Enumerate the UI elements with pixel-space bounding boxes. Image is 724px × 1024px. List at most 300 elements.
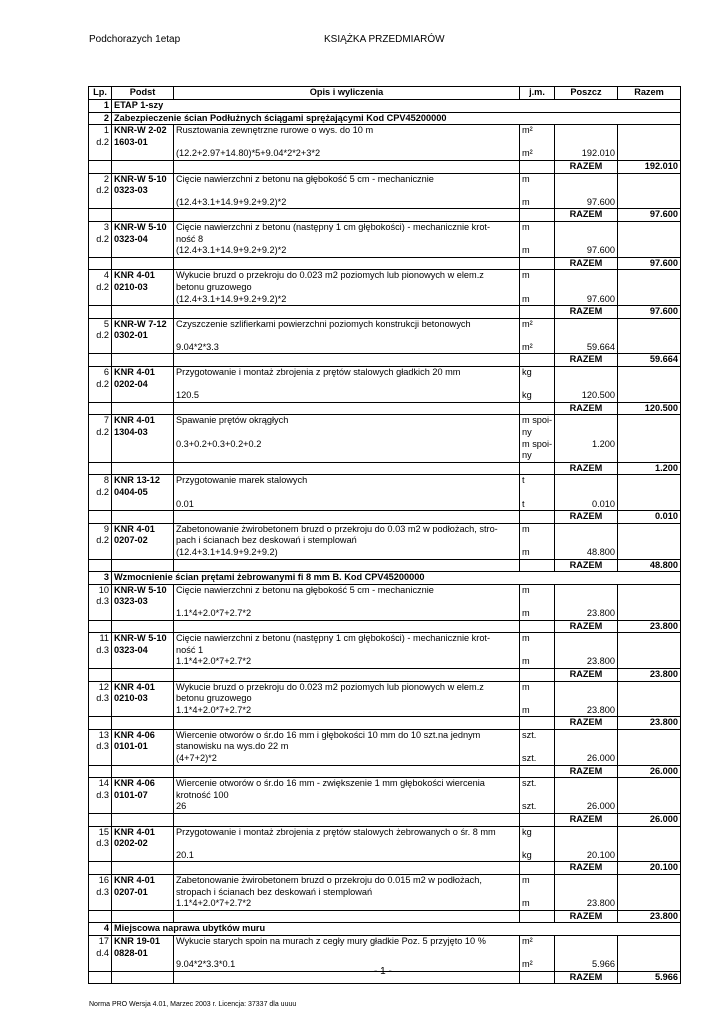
subtotal-value: 23.800 (618, 910, 681, 923)
item-calc-unit: m (522, 196, 530, 207)
empty-cell (89, 402, 112, 415)
item-partial-value: 26.000 (586, 753, 615, 764)
item-basis-cell (112, 523, 174, 559)
item-description-line: stanowisku na wys.do 22 m (176, 741, 289, 752)
empty-cell (112, 257, 174, 270)
item-total-cell (618, 633, 681, 669)
empty-cell (520, 668, 555, 681)
spacer (557, 585, 615, 597)
item-unit-cell (520, 875, 555, 911)
empty-cell (89, 257, 112, 270)
empty-cell (174, 354, 520, 367)
item-partial-cell (555, 475, 618, 511)
item-calc-unit: m (522, 898, 530, 909)
empty-cell (89, 862, 112, 875)
item-number: 6 (103, 367, 109, 378)
subtotal-label: RAZEM (555, 402, 618, 415)
item-number: 14 (98, 778, 109, 789)
col-header-lp: Lp. (89, 87, 112, 100)
item-partial-cell (555, 778, 618, 814)
subtotal-label: RAZEM (555, 620, 618, 633)
subtotal-row (89, 559, 681, 572)
empty-cell (174, 862, 520, 875)
item-total-cell (618, 778, 681, 814)
item-unit-cell (520, 729, 555, 765)
item-unit: m (522, 584, 530, 595)
spacer (557, 330, 615, 342)
table-row (89, 318, 681, 354)
item-calc-unit: kg (522, 390, 532, 401)
subtotal-value: 192.010 (618, 160, 681, 173)
spacer (176, 487, 517, 499)
item-unit: t (522, 475, 525, 486)
item-calculation: 9.04*2*3.3 (176, 341, 219, 352)
item-description-line: Spawanie prętów okrągłych (176, 415, 289, 426)
spacer (522, 790, 552, 802)
table-row (89, 221, 681, 257)
empty-cell (520, 862, 555, 875)
item-unit: szt. (522, 778, 537, 789)
item-unit: m (522, 270, 530, 281)
subtotal-label: RAZEM (555, 354, 618, 367)
item-number-cell (89, 778, 112, 814)
item-calculation: 0.01 (176, 498, 194, 509)
spacer (522, 185, 552, 197)
spacer (557, 730, 615, 742)
item-catalog-position: 0207-01 (114, 886, 148, 897)
empty-cell (520, 765, 555, 778)
item-total-cell (618, 681, 681, 717)
spacer (522, 487, 552, 499)
item-description-line: Cięcie nawierzchni z betonu na głębokość 5 cm - mechanicznie (176, 584, 434, 595)
subtotal-label: RAZEM (555, 160, 618, 173)
spacer (557, 827, 615, 839)
subtotal-value: 23.800 (618, 717, 681, 730)
subtotal-row (89, 306, 681, 319)
item-basis-cell (112, 935, 174, 971)
item-number-cell (89, 367, 112, 403)
section-row (89, 572, 681, 585)
item-description-line: Zabetonowanie żwirobetonem bruzd o przekroju do 0.03 m2 w podłożach, stro- (176, 523, 498, 534)
table-row (89, 367, 681, 403)
spacer (176, 838, 517, 850)
item-unit: m² (522, 935, 533, 946)
item-number-cell (89, 935, 112, 971)
spacer (557, 875, 615, 887)
empty-cell (174, 668, 520, 681)
item-description-cell (174, 318, 520, 354)
item-partial-value: 59.664 (586, 341, 615, 352)
item-division: d.2 (96, 535, 109, 546)
item-catalog-position: 0302-01 (114, 330, 148, 341)
empty-cell (520, 209, 555, 222)
item-basis-cell (112, 173, 174, 209)
item-description-line: Czyszczenie szlifierkami powierzchni poziomych konstrukcji betonowych (176, 318, 471, 329)
item-calculation: (12.4+3.1+14.9+9.2+9.2)*2 (176, 245, 287, 256)
subtotal-value: 120.500 (618, 402, 681, 415)
spacer (557, 125, 615, 137)
item-unit-cell (520, 681, 555, 717)
item-description-cell (174, 125, 520, 161)
table-header-row (89, 87, 681, 100)
item-catalog-position: 0323-03 (114, 596, 148, 607)
section-title: ETAP 1-szy (112, 100, 681, 113)
item-description-cell (174, 173, 520, 209)
item-unit-cell (520, 221, 555, 257)
item-calc-unit-cont: ny (522, 450, 532, 461)
item-partial-cell (555, 826, 618, 862)
table-row (89, 826, 681, 862)
item-unit-cell (520, 367, 555, 403)
empty-cell (520, 354, 555, 367)
col-header-poszcz: Poszcz (555, 87, 618, 100)
spacer (557, 948, 615, 960)
item-number-cell (89, 318, 112, 354)
item-calc-unit: m (522, 656, 530, 667)
spacer (176, 137, 517, 149)
item-calculation: 1.1*4+2.0*7+2.7*2 (176, 898, 252, 909)
subtotal-row (89, 668, 681, 681)
item-number: 4 (103, 270, 109, 281)
spacer (522, 645, 552, 657)
subtotal-value: 23.800 (618, 620, 681, 633)
item-basis-cell (112, 681, 174, 717)
spacer (176, 185, 517, 197)
item-basis-cell (112, 875, 174, 911)
subtotal-label: RAZEM (555, 765, 618, 778)
spacer (176, 948, 517, 960)
item-unit: m² (522, 125, 533, 136)
item-number: 13 (98, 729, 109, 740)
item-unit-cont: ny (522, 427, 532, 438)
subtotal-value: 5.966 (618, 971, 681, 984)
empty-cell (112, 462, 174, 475)
empty-cell (89, 306, 112, 319)
item-description-line: Przygotowanie i montaż zbrojenia z prętów stalowych gładkich 20 mm (176, 367, 461, 378)
item-calc-unit: kg (522, 849, 532, 860)
empty-cell (520, 511, 555, 524)
item-division: d.3 (96, 789, 109, 800)
item-partial-cell (555, 125, 618, 161)
item-partial-cell (555, 935, 618, 971)
subtotal-label: RAZEM (555, 209, 618, 222)
empty-cell (520, 814, 555, 827)
item-description-line: stropach i ścianach bez deskowań i stemplowań (176, 886, 373, 897)
item-partial-value: 23.800 (586, 704, 615, 715)
item-calculation: (12.4+3.1+14.9+9.2+9.2)*2 (176, 293, 287, 304)
item-calc-unit: m (522, 293, 530, 304)
item-catalog-code: KNR 4-01 (114, 367, 155, 378)
spacer (557, 778, 615, 790)
item-unit-cell (520, 826, 555, 862)
item-division: d.2 (96, 487, 109, 497)
item-number: 12 (98, 681, 109, 692)
subtotal-row (89, 814, 681, 827)
item-description-line: betonu gruzowego (176, 693, 252, 704)
empty-cell (520, 462, 555, 475)
section-number: 3 (89, 572, 112, 585)
subtotal-row (89, 209, 681, 222)
item-catalog-position: 0101-07 (114, 789, 148, 800)
item-description-line: Wiercenie otworów o śr.do 16 mm - zwiększenie 1 mm głębokości wiercenia (176, 778, 485, 789)
spacer (557, 319, 615, 331)
item-calculation: 0.3+0.2+0.3+0.2+0.2 (176, 438, 262, 449)
item-number-cell (89, 826, 112, 862)
empty-cell (112, 160, 174, 173)
item-partial-value: 120.500 (581, 390, 615, 401)
spacer (557, 137, 615, 149)
item-unit-cell (520, 523, 555, 559)
empty-cell (174, 160, 520, 173)
empty-cell (89, 717, 112, 730)
item-number-cell (89, 475, 112, 511)
spacer (522, 234, 552, 246)
section-title: Wzmocnienie ścian prętami żebrowanymi fi 8 mm B. Kod CPV45200000 (112, 572, 681, 585)
item-division: d.3 (96, 644, 109, 655)
empty-cell (520, 910, 555, 923)
item-number: 7 (103, 415, 109, 426)
item-total-cell (618, 367, 681, 403)
empty-cell (89, 209, 112, 222)
empty-cell (89, 620, 112, 633)
subtotal-label: RAZEM (555, 462, 618, 475)
item-catalog-position: 0202-02 (114, 838, 148, 849)
item-calc-unit: m² (522, 148, 533, 159)
subtotal-label: RAZEM (555, 257, 618, 270)
section-number: 1 (89, 100, 112, 113)
item-catalog-code: KNR 4-01 (114, 415, 155, 426)
spacer (557, 645, 615, 657)
subtotal-row (89, 765, 681, 778)
col-header-jm: j.m. (520, 87, 555, 100)
empty-cell (89, 354, 112, 367)
item-total-cell (618, 729, 681, 765)
spacer (557, 535, 615, 547)
item-catalog-code: KNR 4-06 (114, 729, 155, 740)
subtotal-row (89, 717, 681, 730)
item-number: 3 (103, 221, 109, 232)
spacer (557, 234, 615, 246)
item-catalog-code: KNR 4-06 (114, 778, 155, 789)
item-number: 8 (103, 475, 109, 486)
item-description-cell (174, 875, 520, 911)
empty-cell (112, 668, 174, 681)
item-division: d.3 (96, 886, 109, 897)
item-division: d.4 (96, 947, 109, 958)
item-description-line: Przygotowanie i montaż zbrojenia z prętów stalowych żebrowanych o śr. 8 mm (176, 826, 496, 837)
subtotal-label: RAZEM (555, 306, 618, 319)
empty-cell (89, 971, 112, 984)
item-partial-value: 20.100 (586, 849, 615, 860)
item-unit-cell (520, 584, 555, 620)
item-partial-cell (555, 584, 618, 620)
item-division: d.3 (96, 596, 109, 607)
subtotal-row (89, 354, 681, 367)
item-calc-unit: m (522, 607, 530, 618)
item-number: 16 (98, 875, 109, 885)
empty-cell (174, 910, 520, 923)
empty-cell (112, 765, 174, 778)
subtotal-row (89, 160, 681, 173)
item-calc-unit: szt. (522, 753, 537, 764)
item-description-cell (174, 681, 520, 717)
item-number: 11 (99, 633, 109, 644)
item-catalog-position: 1304-03 (114, 427, 148, 438)
item-partial-cell (555, 729, 618, 765)
item-calculation: 26 (176, 801, 187, 812)
item-total-cell (618, 475, 681, 511)
empty-cell (174, 814, 520, 827)
spacer (557, 790, 615, 802)
item-unit: m² (522, 318, 533, 329)
subtotal-value: 59.664 (618, 354, 681, 367)
item-partial-cell (555, 415, 618, 462)
item-calc-unit: t (522, 498, 525, 509)
empty-cell (174, 402, 520, 415)
item-partial-value: 1.200 (592, 438, 615, 449)
section-title: Miejscowa naprawa ubytków muru (112, 923, 681, 936)
item-unit: szt. (522, 729, 537, 740)
item-number: 5 (103, 318, 109, 329)
item-basis-cell (112, 729, 174, 765)
item-total-cell (618, 270, 681, 306)
subtotal-value: 48.800 (618, 559, 681, 572)
empty-cell (112, 511, 174, 524)
spacer (557, 936, 615, 948)
item-calculation: (12.4+3.1+14.9+9.2+9.2)*2 (176, 196, 287, 207)
subtotal-row (89, 257, 681, 270)
item-description-line: Wykucie starych spoin na murach z cegły mury gładkie Poz. 5 przyjęto 10 % (176, 935, 486, 946)
item-total-cell (618, 935, 681, 971)
item-partial-value: 97.600 (586, 245, 615, 256)
item-catalog-position: 0202-04 (114, 378, 148, 389)
table-row (89, 875, 681, 911)
item-unit-cell (520, 270, 555, 306)
item-unit-cell (520, 633, 555, 669)
spacer (176, 596, 517, 608)
empty-cell (174, 209, 520, 222)
item-calc-unit: m (522, 704, 530, 715)
empty-cell (520, 971, 555, 984)
item-description-line: betonu gruzowego (176, 281, 252, 292)
item-division: d.2 (96, 378, 109, 389)
spacer (557, 427, 615, 439)
item-basis-cell (112, 270, 174, 306)
item-number-cell (89, 270, 112, 306)
item-calc-unit: m spoi- (522, 438, 553, 449)
software-license-note: Norma PRO Wersja 4.01, Marzec 2003 r. Licencja: 37337 dla uuuu (89, 1001, 297, 1008)
spacer (557, 174, 615, 186)
item-unit-cell (520, 125, 555, 161)
table-row (89, 475, 681, 511)
item-calculation: 20.1 (176, 849, 194, 860)
item-partial-cell (555, 173, 618, 209)
subtotal-value: 97.600 (618, 209, 681, 222)
subtotal-value: 97.600 (618, 306, 681, 319)
item-description-cell (174, 935, 520, 971)
item-catalog-code: KNR 4-01 (114, 523, 155, 534)
item-partial-value: 26.000 (586, 801, 615, 812)
table-row (89, 173, 681, 209)
empty-cell (174, 511, 520, 524)
empty-cell (174, 620, 520, 633)
empty-cell (89, 765, 112, 778)
item-unit: m (522, 523, 530, 534)
item-unit: m (522, 173, 530, 184)
item-description-line: Zabetonowanie żwirobetonem bruzd o przekroju do 0.015 m2 w podłożach, (176, 875, 482, 885)
spacer (557, 379, 615, 391)
item-catalog-code: KNR 4-01 (114, 826, 155, 837)
item-division: d.2 (96, 330, 109, 341)
empty-cell (174, 306, 520, 319)
item-description-cell (174, 270, 520, 306)
item-division: d.2 (96, 233, 109, 244)
item-unit: kg (522, 826, 532, 837)
table-row (89, 681, 681, 717)
spacer (557, 838, 615, 850)
subtotal-label: RAZEM (555, 559, 618, 572)
item-basis-cell (112, 367, 174, 403)
item-number: 2 (103, 173, 109, 184)
empty-cell (89, 814, 112, 827)
item-catalog-position: 0323-03 (114, 185, 148, 196)
empty-cell (112, 306, 174, 319)
empty-cell (112, 910, 174, 923)
spacer (522, 693, 552, 705)
table-row (89, 125, 681, 161)
empty-cell (520, 257, 555, 270)
item-description-cell (174, 729, 520, 765)
table-row (89, 778, 681, 814)
item-unit: m (522, 221, 530, 232)
item-partial-value: 97.600 (586, 293, 615, 304)
item-number: 17 (98, 935, 109, 946)
empty-cell (89, 668, 112, 681)
item-number-cell (89, 681, 112, 717)
item-partial-cell (555, 875, 618, 911)
spacer (557, 741, 615, 753)
item-division: d.2 (96, 427, 109, 438)
subtotal-value: 26.000 (618, 814, 681, 827)
item-number-cell (89, 523, 112, 559)
subtotal-label: RAZEM (555, 814, 618, 827)
spacer (176, 330, 517, 342)
subtotal-value: 97.600 (618, 257, 681, 270)
item-description-cell (174, 221, 520, 257)
bill-of-quantities-table (88, 86, 681, 984)
item-partial-cell (555, 270, 618, 306)
item-calculation: 120.5 (176, 390, 199, 401)
spacer (557, 222, 615, 234)
item-division: d.2 (96, 281, 109, 292)
item-unit-cell (520, 935, 555, 971)
spacer (557, 185, 615, 197)
item-unit-cell (520, 415, 555, 462)
item-partial-value: 0.010 (592, 498, 615, 509)
item-number-cell (89, 729, 112, 765)
col-header-opis: Opis i wyliczenia (174, 87, 520, 100)
page-number: - 1 - (374, 966, 392, 977)
item-basis-cell (112, 475, 174, 511)
empty-cell (112, 559, 174, 572)
table-row (89, 523, 681, 559)
empty-cell (520, 620, 555, 633)
item-catalog-code: KNR-W 5-10 (114, 173, 167, 184)
item-calculation: (12.2+2.97+14.80)*5+9.04*2*2+3*2 (176, 148, 321, 159)
item-description-cell (174, 475, 520, 511)
subtotal-label: RAZEM (555, 971, 618, 984)
item-partial-value: 97.600 (586, 196, 615, 207)
